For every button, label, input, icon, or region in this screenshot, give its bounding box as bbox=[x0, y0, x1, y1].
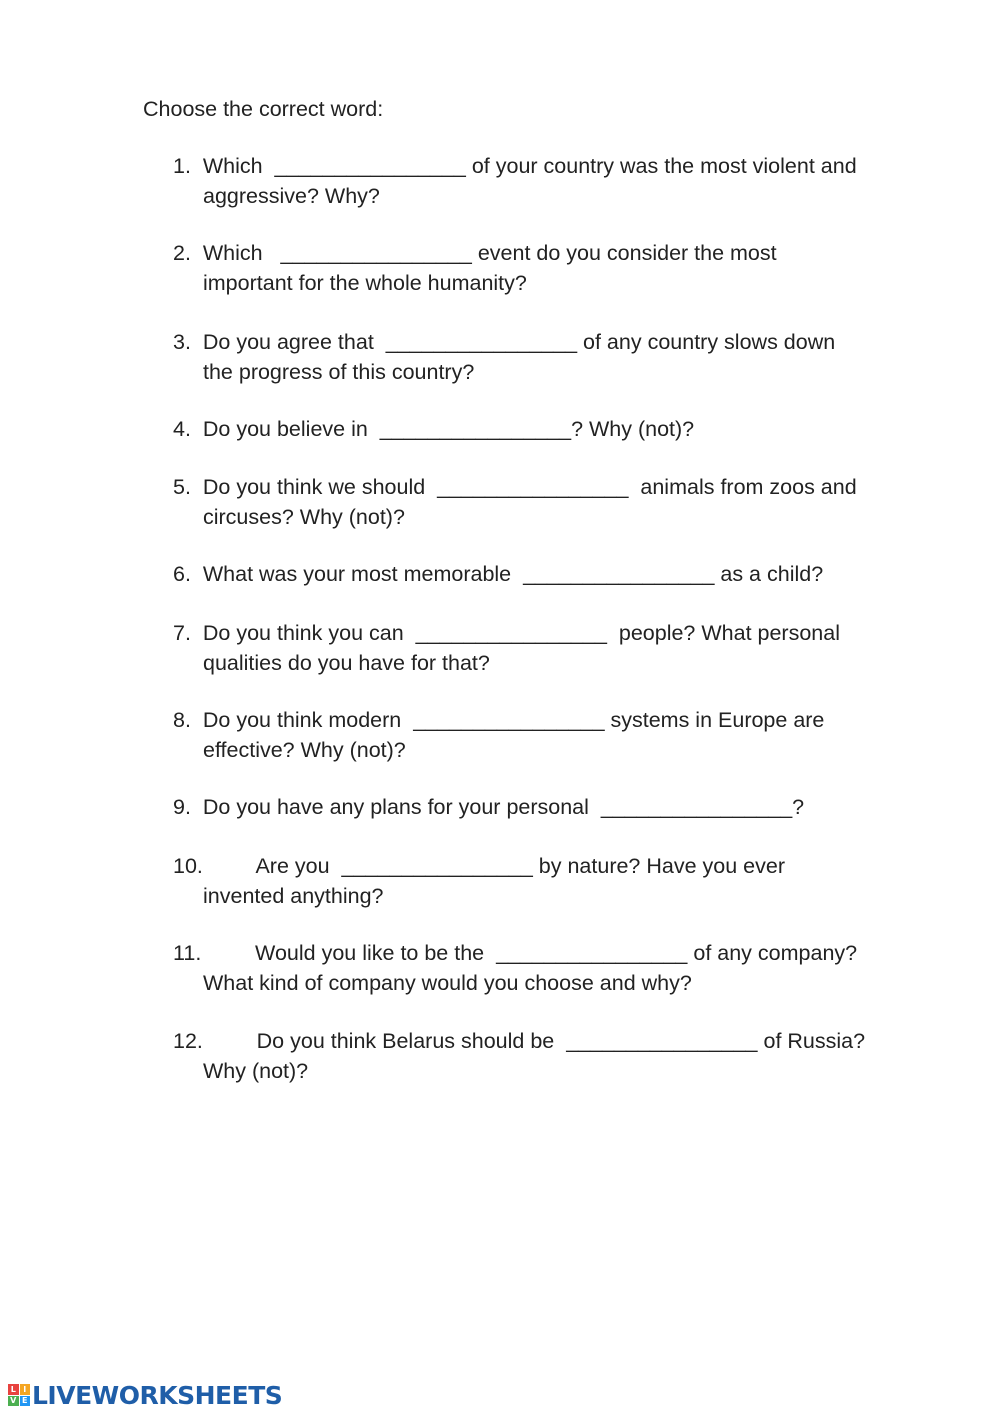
question-line-continued: aggressive? Why? bbox=[203, 183, 380, 208]
question-4 bbox=[173, 415, 943, 445]
question-1 bbox=[173, 152, 943, 211]
question-line-continued: What kind of company would you choose and why? bbox=[203, 970, 692, 995]
question-8 bbox=[173, 706, 943, 765]
logo-tile: E bbox=[20, 1396, 31, 1407]
question-5 bbox=[173, 473, 943, 532]
question-line: 7. Do you think you can ________________ people? What personal bbox=[173, 621, 840, 645]
question-6 bbox=[173, 560, 943, 590]
question-9 bbox=[173, 793, 943, 823]
instruction-heading: Choose the correct word: bbox=[143, 97, 384, 121]
liveworksheets-logo[interactable] bbox=[8, 1381, 282, 1409]
question-line: 4. Do you believe in ________________? Why (not)? bbox=[173, 417, 695, 441]
question-7 bbox=[173, 619, 943, 678]
question-line-continued: effective? Why (not)? bbox=[203, 737, 406, 762]
question-10 bbox=[173, 852, 943, 911]
question-line-continued: circuses? Why (not)? bbox=[203, 504, 405, 529]
logo-tile: L bbox=[8, 1384, 19, 1395]
question-line: 1. Which ________________ of your country was the most violent and bbox=[173, 154, 857, 178]
question-line: 8. Do you think modern ________________ systems in Europe are bbox=[173, 708, 825, 732]
question-line: 2. Which ________________ event do you consider the most bbox=[173, 241, 777, 265]
question-line-continued: qualities do you have for that? bbox=[203, 650, 490, 675]
question-11 bbox=[173, 939, 943, 998]
question-line-continued: invented anything? bbox=[203, 883, 384, 908]
question-line: 11. Would you like to be the ________________ of any company? bbox=[173, 941, 858, 965]
liveworksheets-logo-icon bbox=[8, 1384, 30, 1406]
question-line: 9. Do you have any plans for your personal ________________? bbox=[173, 795, 805, 819]
question-line-continued: the progress of this country? bbox=[203, 359, 475, 384]
logo-tile: I bbox=[20, 1384, 31, 1395]
question-line: 12. Do you think Belarus should be ________________ of Russia? bbox=[173, 1029, 866, 1053]
question-line: 10. Are you ________________ by nature? Have you ever bbox=[173, 854, 785, 878]
question-12 bbox=[173, 1027, 943, 1086]
question-line: 3. Do you agree that ________________ of any country slows down bbox=[173, 330, 836, 354]
question-line: 6. What was your most memorable ________________ as a child? bbox=[173, 562, 824, 586]
logo-tile: V bbox=[8, 1396, 19, 1407]
question-line: 5. Do you think we should ________________ animals from zoos and bbox=[173, 475, 857, 499]
question-2 bbox=[173, 239, 943, 298]
question-line-continued: important for the whole humanity? bbox=[203, 270, 527, 295]
logo-text: LIVEWORKSHEETS bbox=[32, 1380, 283, 1410]
question-3 bbox=[173, 328, 943, 387]
question-line-continued: Why (not)? bbox=[203, 1058, 309, 1083]
